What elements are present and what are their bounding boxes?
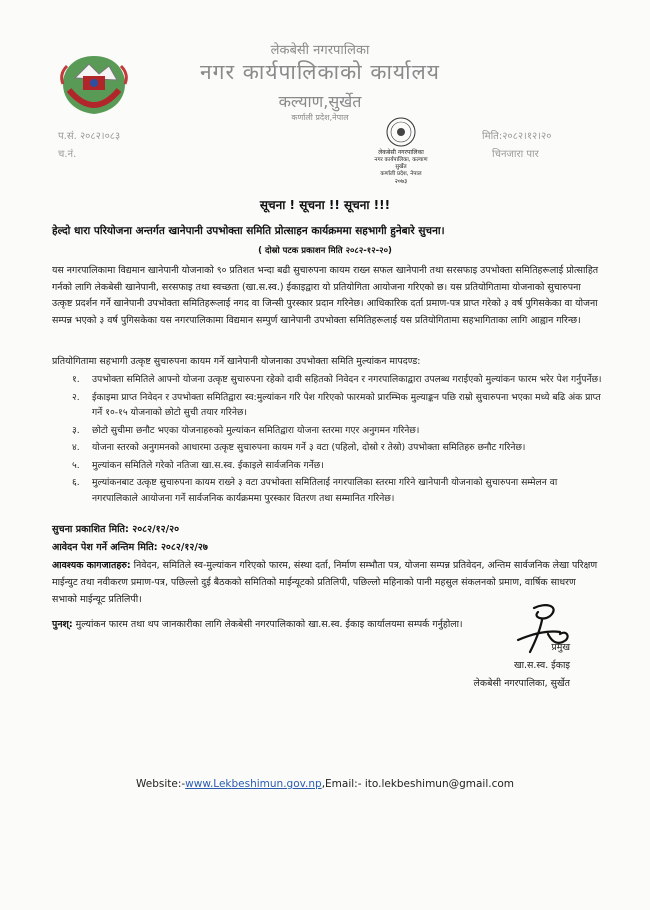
- item-text: योजना स्तरको अनुगमनको आधारमा उत्कृष्ट सुचारुपना कायम गर्ने ३ वटा (पहिलो, दोस्रो र तेस्रो) उपभोक्ता समितिहरु छनौट गरिनेछ।: [92, 442, 526, 453]
- item-text: ईकाइमा प्राप्त निवेदन र उपभोक्ता समितिद्वारा स्व:मुल्यांकन गरि पेश गरिएको फारमको प्रारम्भिक मुल्याङ्कन पछि राम्रो सुचारुपना भएका मध्ये बढि अंक प्राप्त गर्ने १०-१५ योजनाको छोटो सुची तयार गरिनेछ।: [92, 391, 601, 418]
- note-label: पुनश्:: [52, 619, 73, 630]
- dispatch-number: च.नं.: [58, 149, 77, 160]
- signatory-title: प्रमुख: [551, 642, 570, 653]
- item-text: छोटो सुचीमा छनौट भएका योजनाहरुको मुल्यांकन समितिद्वारा योजना स्तरमा गएर अनुगमन गरिनेछ।: [92, 424, 420, 436]
- item-number: २.: [72, 391, 80, 403]
- intro-paragraph: यस नगरपालिकामा विद्यमान खानेपानी योजनाको ९० प्रतिशत भन्दा बढी सुचारुपना कायम राख्न सफल खानेपानी तथा सरसफाइ उपभोक्ता समितिहरूलाई प्रोत्साहित गर्नको लागि लेकबेसी खानेपानी, सरसफाइ तथा स्वच्छता (खा.स.स्व.) ईकाइद्वारा यो प्रतियोगिता आयोजना गरिएको छ। यस प्रतियोगितामा योजनाको सुचारुपना उत्कृष्ट प्रदर्शन गर्ने खानेपानी उपभोक्ता समितिहरूलाई नगद वा जिन्सी पुरस्कार प्रदान गरिनेछ। आधिकारिक दर्ता प्रमाण-पत्र प्राप्त गरेको ३ वर्ष पुगिसकेका वा योजना सम्पन्न भएको ३ वर्ष पुगिसकेका यस नगरपालिकामा विद्यमान सम्पुर्ण खानेपानी उपभोक्ता समितिहरूलाई यस प्रतियोगितामा सहभागिताका लागि आह्वान गरिन्छ।: [52, 265, 599, 326]
- documents-label: आवश्यक कागजातहरु:: [52, 560, 131, 571]
- seal-line-4: कर्णाली प्रदेश, नेपाल: [380, 171, 422, 177]
- item-number: १.: [72, 374, 80, 385]
- list-item: [72, 372, 602, 388]
- government-emblem-icon: [55, 50, 133, 120]
- note-text: मुल्यांकन फारम तथा थप जानकारीका लागि लेकबेसी नगरपालिकाको खा.स.स्व. ईकाइ कार्यालयमा सम्पर्क गर्नुहोला।: [75, 619, 463, 630]
- office-location: कल्याण,सुर्खेत: [278, 92, 362, 111]
- item-text: मुल्यांकन समितिले गरेको नतिजा खा.स.स्व. ईकाइले सार्वजनिक गर्नेछ।: [92, 459, 324, 471]
- email-address[interactable]: ito.lekbeshimun@gmail.com: [364, 778, 515, 790]
- list-item: [72, 475, 602, 506]
- item-number: ६.: [72, 477, 80, 488]
- item-number: ५.: [72, 459, 80, 471]
- copy-label: चिनजारा पार: [492, 149, 539, 160]
- application-deadline: आवेदन पेश गर्ने अन्तिम मिति: २०८२/१२/२७: [52, 542, 208, 553]
- item-number: ४.: [72, 442, 80, 453]
- office-title: नगर कार्यपालिकाको कार्यालय: [200, 60, 440, 84]
- seal-line-2: नगर कार्यपालिका, कल्याण: [374, 157, 428, 163]
- list-item: [72, 458, 602, 474]
- publication-note: ( दोस्रो पटक प्रकाशन मिति २०८२-१२-२०): [258, 246, 392, 256]
- postscript-note: [52, 617, 522, 630]
- province-name: कर्णाली प्रदेश,नेपाल: [291, 113, 349, 122]
- notice-headline: सूचना ! सूचना !! सूचना !!!: [259, 198, 391, 212]
- published-date: सुचना प्रकाशित मिति: २०८२/१२/२०: [52, 524, 180, 535]
- website-label: Website:-: [135, 778, 186, 790]
- office-seal-stamp-icon: [362, 108, 440, 188]
- documents-text: निवेदन, समितिले स्व-मुल्यांकन गरिएको फारम, संस्था दर्ता, निर्माण सम्भौता पत्र, योजना सम्पन्न प्रतिवेदन, अन्तिम सार्वजनिक लेखा परिक्षण माईन्युट तथा नवीकरण प्रमाण-पत्र, पछिल्लो दुई बैठकको समितिको माईन्यूटको प्रतिलिपी, पछिल्लो महिनाको पानी महसुल संकलनको प्रमाण, वार्षिक साधरण सभाको माईन्यूट प्रतिलिपी।: [52, 560, 598, 605]
- list-item: [72, 423, 602, 439]
- signatory-unit: खा.स.स्व. ईकाइ: [513, 660, 570, 671]
- item-text: मुल्यांकनबाट उत्कृष्ट सुचारुपना कायम राख्ने ३ वटा उपभोक्ता समितिलाई नगरपालिका स्तरमा गरिने खानेपानी योजनाको सुचारुपना सम्मेलन वा नगरपालिकाले आयोजना गर्ने सार्वजनिक कार्यक्रममा पुरस्कार वितरण तथा सम्मानित गरिनेछ।: [92, 477, 558, 504]
- seal-line-3: सुर्खेत: [395, 164, 407, 170]
- seal-line-1: लेकबेसी नगरपालिका: [378, 149, 424, 156]
- list-item: [72, 390, 602, 421]
- criteria-heading: प्रतियोगितामा सहभागी उत्कृष्ट सुचारुपना कायम गर्ने खानेपानी योजनाका उपभोक्ता समिति मुल्यांकन मापदण्ड:: [52, 356, 421, 367]
- contact-footer: [0, 778, 650, 790]
- seal-year: २०७३: [394, 178, 408, 185]
- municipality-name: लेकबेसी नगरपालिका: [270, 43, 370, 58]
- website-link[interactable]: www.Lekbeshimun.gov.np: [185, 778, 322, 790]
- criteria-list: [72, 372, 602, 508]
- item-number: ३.: [72, 424, 80, 436]
- item-text: उपभोक्ता समितिले आफ्नो योजना उत्कृष्ट सुचारुपना रहेको दावी सहितको निवेदन र नगरपालिकाद्वारा उपलब्ध गराईएको मुल्यांकन फारम भरेर पेश गर्नुपर्नेछ।: [92, 374, 602, 385]
- reference-number: प.सं. २०८२।०८३: [58, 131, 121, 142]
- notice-subject: हेल्दो धारा परियोजना अन्तर्गत खानेपानी उपभोक्ता समिति प्रोत्साहन कार्यक्रममा सहभागी हुनेबारे सुचना।: [52, 225, 445, 237]
- signatory-office: लेकबेसी नगरपालिका, सुर्खेत: [473, 678, 570, 689]
- list-item: [72, 440, 602, 456]
- letter-date: मिति:२०८२।१२।२०: [482, 131, 552, 142]
- email-label: ,Email:-: [321, 778, 362, 790]
